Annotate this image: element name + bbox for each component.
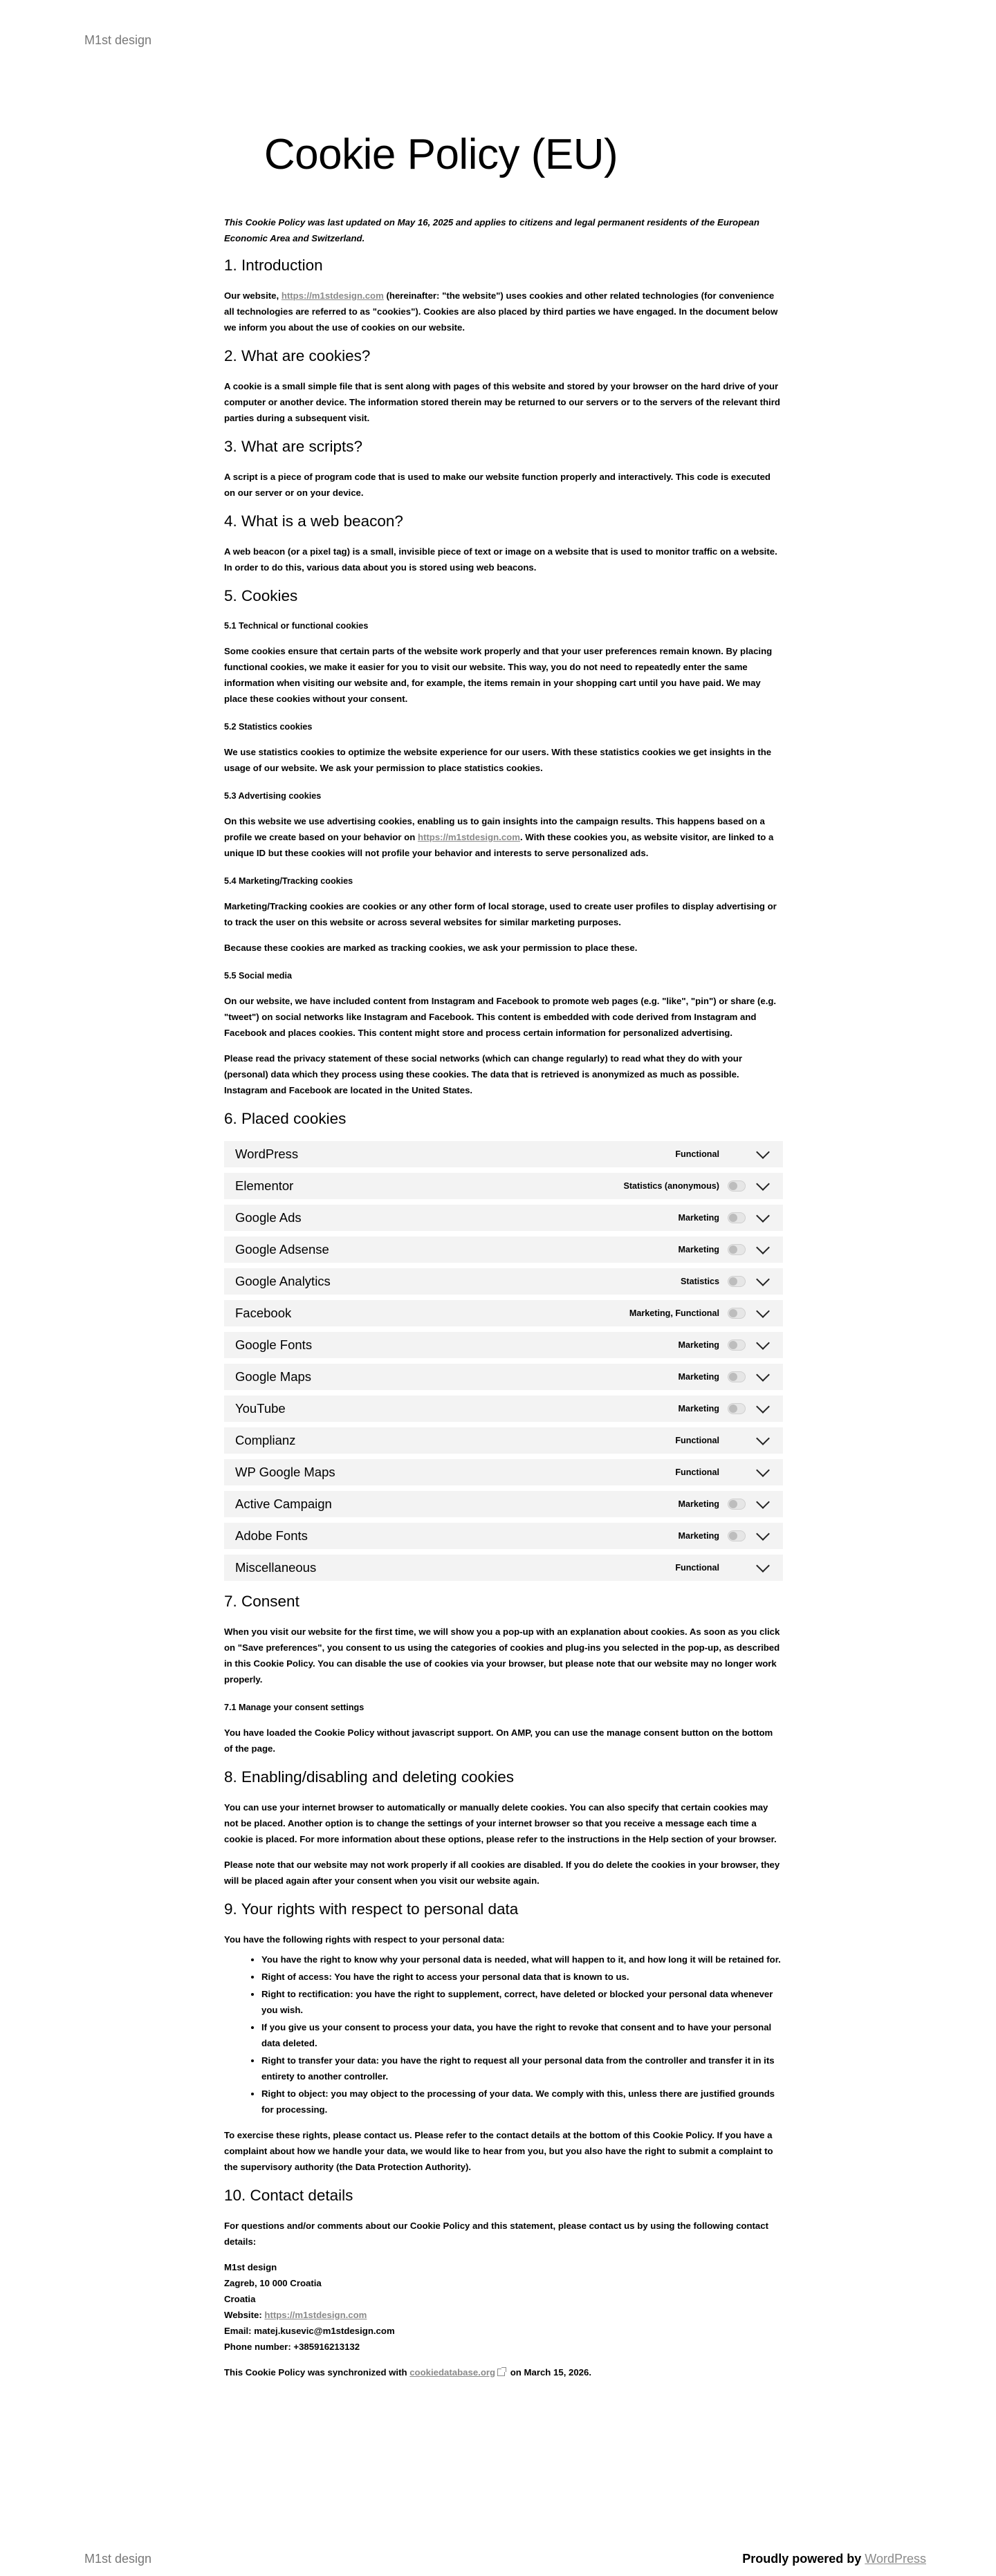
chevron-down-icon xyxy=(756,1304,770,1318)
list-item: • Right of access: You have the right to access your personal data that is known to us. xyxy=(261,1969,783,1985)
placed-cookies-list xyxy=(224,1141,783,1581)
external-link-icon xyxy=(497,2369,505,2376)
expand-button[interactable] xyxy=(753,1342,773,1348)
chevron-down-icon xyxy=(756,1336,770,1350)
list-item: • Right to object: you may object to the processing of your data. We comply with this, unless there are justified grounds for processing. xyxy=(261,2086,783,2118)
introduction-text xyxy=(224,288,783,335)
section-heading-contact: 10. Contact details xyxy=(224,2187,353,2204)
subheading-social-media: 5.5 Social media xyxy=(224,971,293,981)
page-title: Cookie Policy (EU) xyxy=(264,131,618,178)
consent-toggle[interactable] xyxy=(728,1530,746,1541)
cookie-category: Marketing xyxy=(678,1213,719,1223)
cookie-row[interactable] xyxy=(224,1332,783,1358)
expand-button[interactable] xyxy=(753,1438,773,1443)
cookie-name: Elementor xyxy=(235,1178,294,1193)
cookie-category: Marketing xyxy=(678,1531,719,1541)
text-span: Our website, xyxy=(224,290,282,301)
cookie-name: WP Google Maps xyxy=(235,1465,335,1479)
expand-button[interactable] xyxy=(753,1565,773,1570)
contact-address: Zagreb, 10 000 Croatia xyxy=(224,2278,322,2288)
cookie-name: Complianz xyxy=(235,1433,296,1447)
section-heading-placed-cookies: 6. Placed cookies xyxy=(224,1110,347,1127)
rights-outro: To exercise these rights, please contact us. Please refer to the contact details at the bottom of this Cookie Policy. If you have a complaint about how we handle your data, we would like to hear from you, but you also have the right to submit a complaint to the supervisory authority (the Data Protection Authority). xyxy=(224,2130,773,2172)
text-span: This Cookie Policy was synchronized with xyxy=(224,2367,410,2378)
list-item: • If you give us your consent to process your data, you have the right to revoke that consent and to have your personal data deleted. xyxy=(261,2019,783,2051)
cookie-row[interactable] xyxy=(224,1205,783,1231)
scripts-text: A script is a piece of program code that is used to make our website function properly and interactively. This code is executed on our server or on your device. xyxy=(224,472,771,498)
contact-country: Croatia xyxy=(224,2294,256,2304)
expand-button[interactable] xyxy=(753,1247,773,1252)
social-media-privacy-text: Please read the privacy statement of these social networks (which can change regularly) to read what they do with your (personal) data which they process using these cookies. The data that is retrieved is anonymized as much as possible. Instagram and Facebook are located in the United States. xyxy=(224,1053,742,1095)
text-span: Website: xyxy=(224,2310,265,2320)
consent-toggle[interactable] xyxy=(728,1308,746,1319)
expand-button[interactable] xyxy=(753,1215,773,1221)
cookie-category: Marketing xyxy=(678,1245,719,1254)
marketing-consent-text: Because these cookies are marked as tracking cookies, we ask your permission to place these. xyxy=(224,943,638,953)
section-heading-enabling-disabling: 8. Enabling/disabling and deleting cookies xyxy=(224,1768,515,1786)
cookie-category: Marketing xyxy=(678,1404,719,1414)
subheading-advertising: 5.3 Advertising cookies xyxy=(224,791,322,801)
chevron-down-icon xyxy=(756,1272,770,1286)
consent-toggle[interactable] xyxy=(728,1403,746,1414)
cookie-name: YouTube xyxy=(235,1401,286,1416)
chevron-down-icon xyxy=(756,1431,770,1445)
list-item: • Right to rectification: you have the right to supplement, correct, have deleted or blocked your personal data whenever you wish. xyxy=(261,1986,783,2018)
chevron-down-icon xyxy=(756,1145,770,1159)
section-heading-cookies-definition: 2. What are cookies? xyxy=(224,347,371,364)
chevron-down-icon xyxy=(756,1463,770,1477)
chevron-down-icon xyxy=(756,1368,770,1382)
website-link[interactable]: https://m1stdesign.com xyxy=(417,832,520,842)
website-link[interactable]: https://m1stdesign.com xyxy=(264,2310,367,2320)
contact-email: Email: matej.kusevic@m1stdesign.com xyxy=(224,2326,395,2336)
enabling-text: You can use your internet browser to automatically or manually delete cookies. You can also specify that certain cookies may not be placed. Another option is to change the settings of your internet browser so that you receive a message each time a cookie is placed. For more information about these options, please refer to the instructions in the Help section of your browser. xyxy=(224,1802,777,1844)
cookie-name: Google Ads xyxy=(235,1210,302,1225)
statistics-text: We use statistics cookies to optimize the website experience for our users. With these statistics cookies we get insights in the usage of our website. We ask your permission to place statistics cookies. xyxy=(224,747,772,773)
contact-company: M1st design xyxy=(224,2262,277,2272)
functional-text: Some cookies ensure that certain parts of the website work properly and that your user preferences remain known. By placing functional cookies, we make it easier for you to visit our website. This way, you do not need to repeatedly enter the same information when visiting our website and, for example, the items remain in your shopping cart until you have paid. We may place these cookies without your consent. xyxy=(224,646,773,704)
cookie-row[interactable] xyxy=(224,1459,783,1485)
section-heading-consent: 7. Consent xyxy=(224,1593,299,1610)
chevron-down-icon xyxy=(756,1400,770,1414)
text-span: (hereinafter: "the website") uses cookies and other related technologies (for convenience all technologies are referred to as "cookies"). Cookies are also placed by third parties we have engaged. In the document below we inform you about the use of cookies on our website. xyxy=(224,290,778,333)
cookie-row[interactable] xyxy=(224,1173,783,1199)
subheading-marketing: 5.4 Marketing/Tracking cookies xyxy=(224,876,353,886)
cookie-name: Google Maps xyxy=(235,1369,312,1384)
subheading-statistics: 5.2 Statistics cookies xyxy=(224,722,313,732)
cookie-category: Marketing, Functional xyxy=(629,1308,719,1318)
chevron-down-icon xyxy=(756,1559,770,1573)
expand-button[interactable] xyxy=(753,1310,773,1316)
subheading-functional: 5.1 Technical or functional cookies xyxy=(224,621,369,631)
cookie-name: Miscellaneous xyxy=(235,1560,317,1575)
cookie-category: Functional xyxy=(675,1563,719,1573)
cookie-category: Functional xyxy=(675,1149,719,1159)
cookie-row[interactable] xyxy=(224,1268,783,1295)
cookie-category: Statistics (anonymous) xyxy=(623,1181,719,1191)
chevron-down-icon xyxy=(756,1241,770,1254)
contact-website xyxy=(224,2307,783,2323)
consent-toggle[interactable] xyxy=(728,1371,746,1382)
expand-button[interactable] xyxy=(753,1279,773,1284)
chevron-down-icon xyxy=(756,1495,770,1509)
subheading-manage-consent: 7.1 Manage your consent settings xyxy=(224,1703,365,1712)
section-heading-web-beacon: 4. What is a web beacon? xyxy=(224,512,403,530)
contact-intro: For questions and/or comments about our Cookie Policy and this statement, please contact us by using the following contact details: xyxy=(224,2221,768,2247)
cookie-category: Marketing xyxy=(678,1372,719,1382)
consent-toggle[interactable] xyxy=(728,1212,746,1223)
text-span: Proudly powered by xyxy=(742,2552,865,2566)
expand-button[interactable] xyxy=(753,1374,773,1380)
cookie-name: Google Analytics xyxy=(235,1274,331,1288)
chevron-down-icon xyxy=(756,1527,770,1541)
contact-phone: Phone number: +385916213132 xyxy=(224,2342,360,2352)
cookie-category: Functional xyxy=(675,1436,719,1445)
consent-toggle[interactable] xyxy=(728,1340,746,1351)
social-media-text: On our website, we have included content from Instagram and Facebook to promote web pages (e.g. "like", "pin") or share (e.g. "tweet") on social networks like Instagram and Facebook. This content is embedded with code derived from Instagram and Facebook and places cookies. This content might store and process certain information for personalized advertising. xyxy=(224,996,777,1038)
section-heading-introduction: 1. Introduction xyxy=(224,257,323,274)
cookie-row[interactable] xyxy=(224,1427,783,1454)
advertising-text xyxy=(224,813,783,861)
cookiedatabase-link[interactable]: cookiedatabase.org xyxy=(409,2367,496,2378)
cookie-row[interactable] xyxy=(224,1523,783,1549)
cookie-name: Google Fonts xyxy=(235,1337,313,1352)
footer-site-title[interactable]: M1st design xyxy=(84,2552,152,2566)
cookie-name: Facebook xyxy=(235,1306,292,1320)
section-heading-rights: 9. Your rights with respect to personal data xyxy=(224,1900,519,1918)
cookie-row[interactable] xyxy=(224,1141,783,1167)
cookie-row[interactable] xyxy=(224,1396,783,1422)
marketing-text: Marketing/Tracking cookies are cookies or any other form of local storage, used to create user profiles to display advertising or to track the user on this website or across several websites for similar marketing purposes. xyxy=(224,901,777,927)
disabling-note-text: Please note that our website may not work properly if all cookies are disabled. If you do delete the cookies in your browser, they will be placed again after your consent when you visit our website again. xyxy=(224,1860,780,1886)
expand-button[interactable] xyxy=(753,1151,773,1157)
rights-intro: You have the following rights with respect to your personal data: xyxy=(224,1934,505,1945)
cookie-name: Adobe Fonts xyxy=(235,1528,308,1543)
footer-powered-by xyxy=(742,2552,926,2566)
sync-notice xyxy=(224,2364,783,2380)
rights-list xyxy=(261,1952,783,2118)
website-link[interactable]: https://m1stdesign.com xyxy=(281,290,384,301)
section-heading-scripts: 3. What are scripts? xyxy=(224,438,363,455)
cookie-row[interactable] xyxy=(224,1236,783,1263)
wordpress-link[interactable]: WordPress xyxy=(865,2552,926,2566)
chevron-down-icon xyxy=(756,1177,770,1191)
contact-details xyxy=(224,2259,783,2355)
text-span: . With these cookies you, as website visitor, are linked to a unique ID but these cookies will not profile your behavior and interests to serve personalized ads. xyxy=(224,832,774,858)
site-title-link[interactable]: M1st design xyxy=(84,33,152,47)
section-heading-cookies: 5. Cookies xyxy=(224,587,298,604)
expand-button[interactable] xyxy=(753,1470,773,1475)
cookie-row[interactable] xyxy=(224,1555,783,1581)
cookie-name: Google Adsense xyxy=(235,1242,329,1257)
expand-button[interactable] xyxy=(753,1406,773,1411)
web-beacon-text: A web beacon (or a pixel tag) is a small, invisible piece of text or image on a website that is used to monitor traffic on a website. In order to do this, various data about you is stored using web beacons. xyxy=(224,546,777,573)
consent-toggle[interactable] xyxy=(728,1276,746,1287)
list-item: • You have the right to know why your personal data is needed, what will happen to it, and how long it will be retained for. xyxy=(261,1952,783,1967)
text-span: on March 15, 2026. xyxy=(508,2367,592,2378)
cookie-category: Functional xyxy=(675,1467,719,1477)
policy-content xyxy=(224,214,783,2390)
cookie-category: Marketing xyxy=(678,1499,719,1509)
cookies-definition-text: A cookie is a small simple file that is sent along with pages of this website and stored by your browser on the hard drive of your computer or another device. The information stored therein may be returned to our servers or to the servers of the relevant third parties during a subsequent visit. xyxy=(224,381,780,423)
list-item: • Right to transfer your data: you have the right to request all your personal data from the controller and transfer it in its entirety to another controller. xyxy=(261,2053,783,2084)
consent-toggle[interactable] xyxy=(728,1499,746,1510)
expand-button[interactable] xyxy=(753,1183,773,1189)
cookie-name: Active Campaign xyxy=(235,1497,332,1511)
cookie-row[interactable] xyxy=(224,1491,783,1517)
cookie-name: WordPress xyxy=(235,1147,299,1161)
consent-text: When you visit our website for the first time, we will show you a pop-up with an explanation about cookies. As soon as you click on "Save preferences", you consent to us using the categories of cookies and plug-ins you selected in the pop-up, as described in this Cookie Policy. You can disable the use of cookies via your browser, but please note that our website may no longer work properly. xyxy=(224,1627,780,1685)
updated-notice: This Cookie Policy was last updated on May 16, 2025 and applies to citizens and legal permanent residents of the European Economic Area and Switzerland. xyxy=(224,217,759,243)
expand-button[interactable] xyxy=(753,1533,773,1539)
consent-toggle[interactable] xyxy=(728,1244,746,1255)
consent-toggle[interactable] xyxy=(728,1180,746,1192)
expand-button[interactable] xyxy=(753,1501,773,1507)
cookie-category: Statistics xyxy=(681,1277,719,1286)
cookie-category: Marketing xyxy=(678,1340,719,1350)
manage-consent-text: You have loaded the Cookie Policy without javascript support. On AMP, you can use the manage consent button on the bottom of the page. xyxy=(224,1727,773,1754)
cookie-row[interactable] xyxy=(224,1300,783,1326)
cookie-row[interactable] xyxy=(224,1364,783,1390)
chevron-down-icon xyxy=(756,1209,770,1223)
text-span: On this website we use advertising cookies, enabling us to gain insights into the campaign results. This happens based on a profile we create based on your behavior on xyxy=(224,816,765,842)
